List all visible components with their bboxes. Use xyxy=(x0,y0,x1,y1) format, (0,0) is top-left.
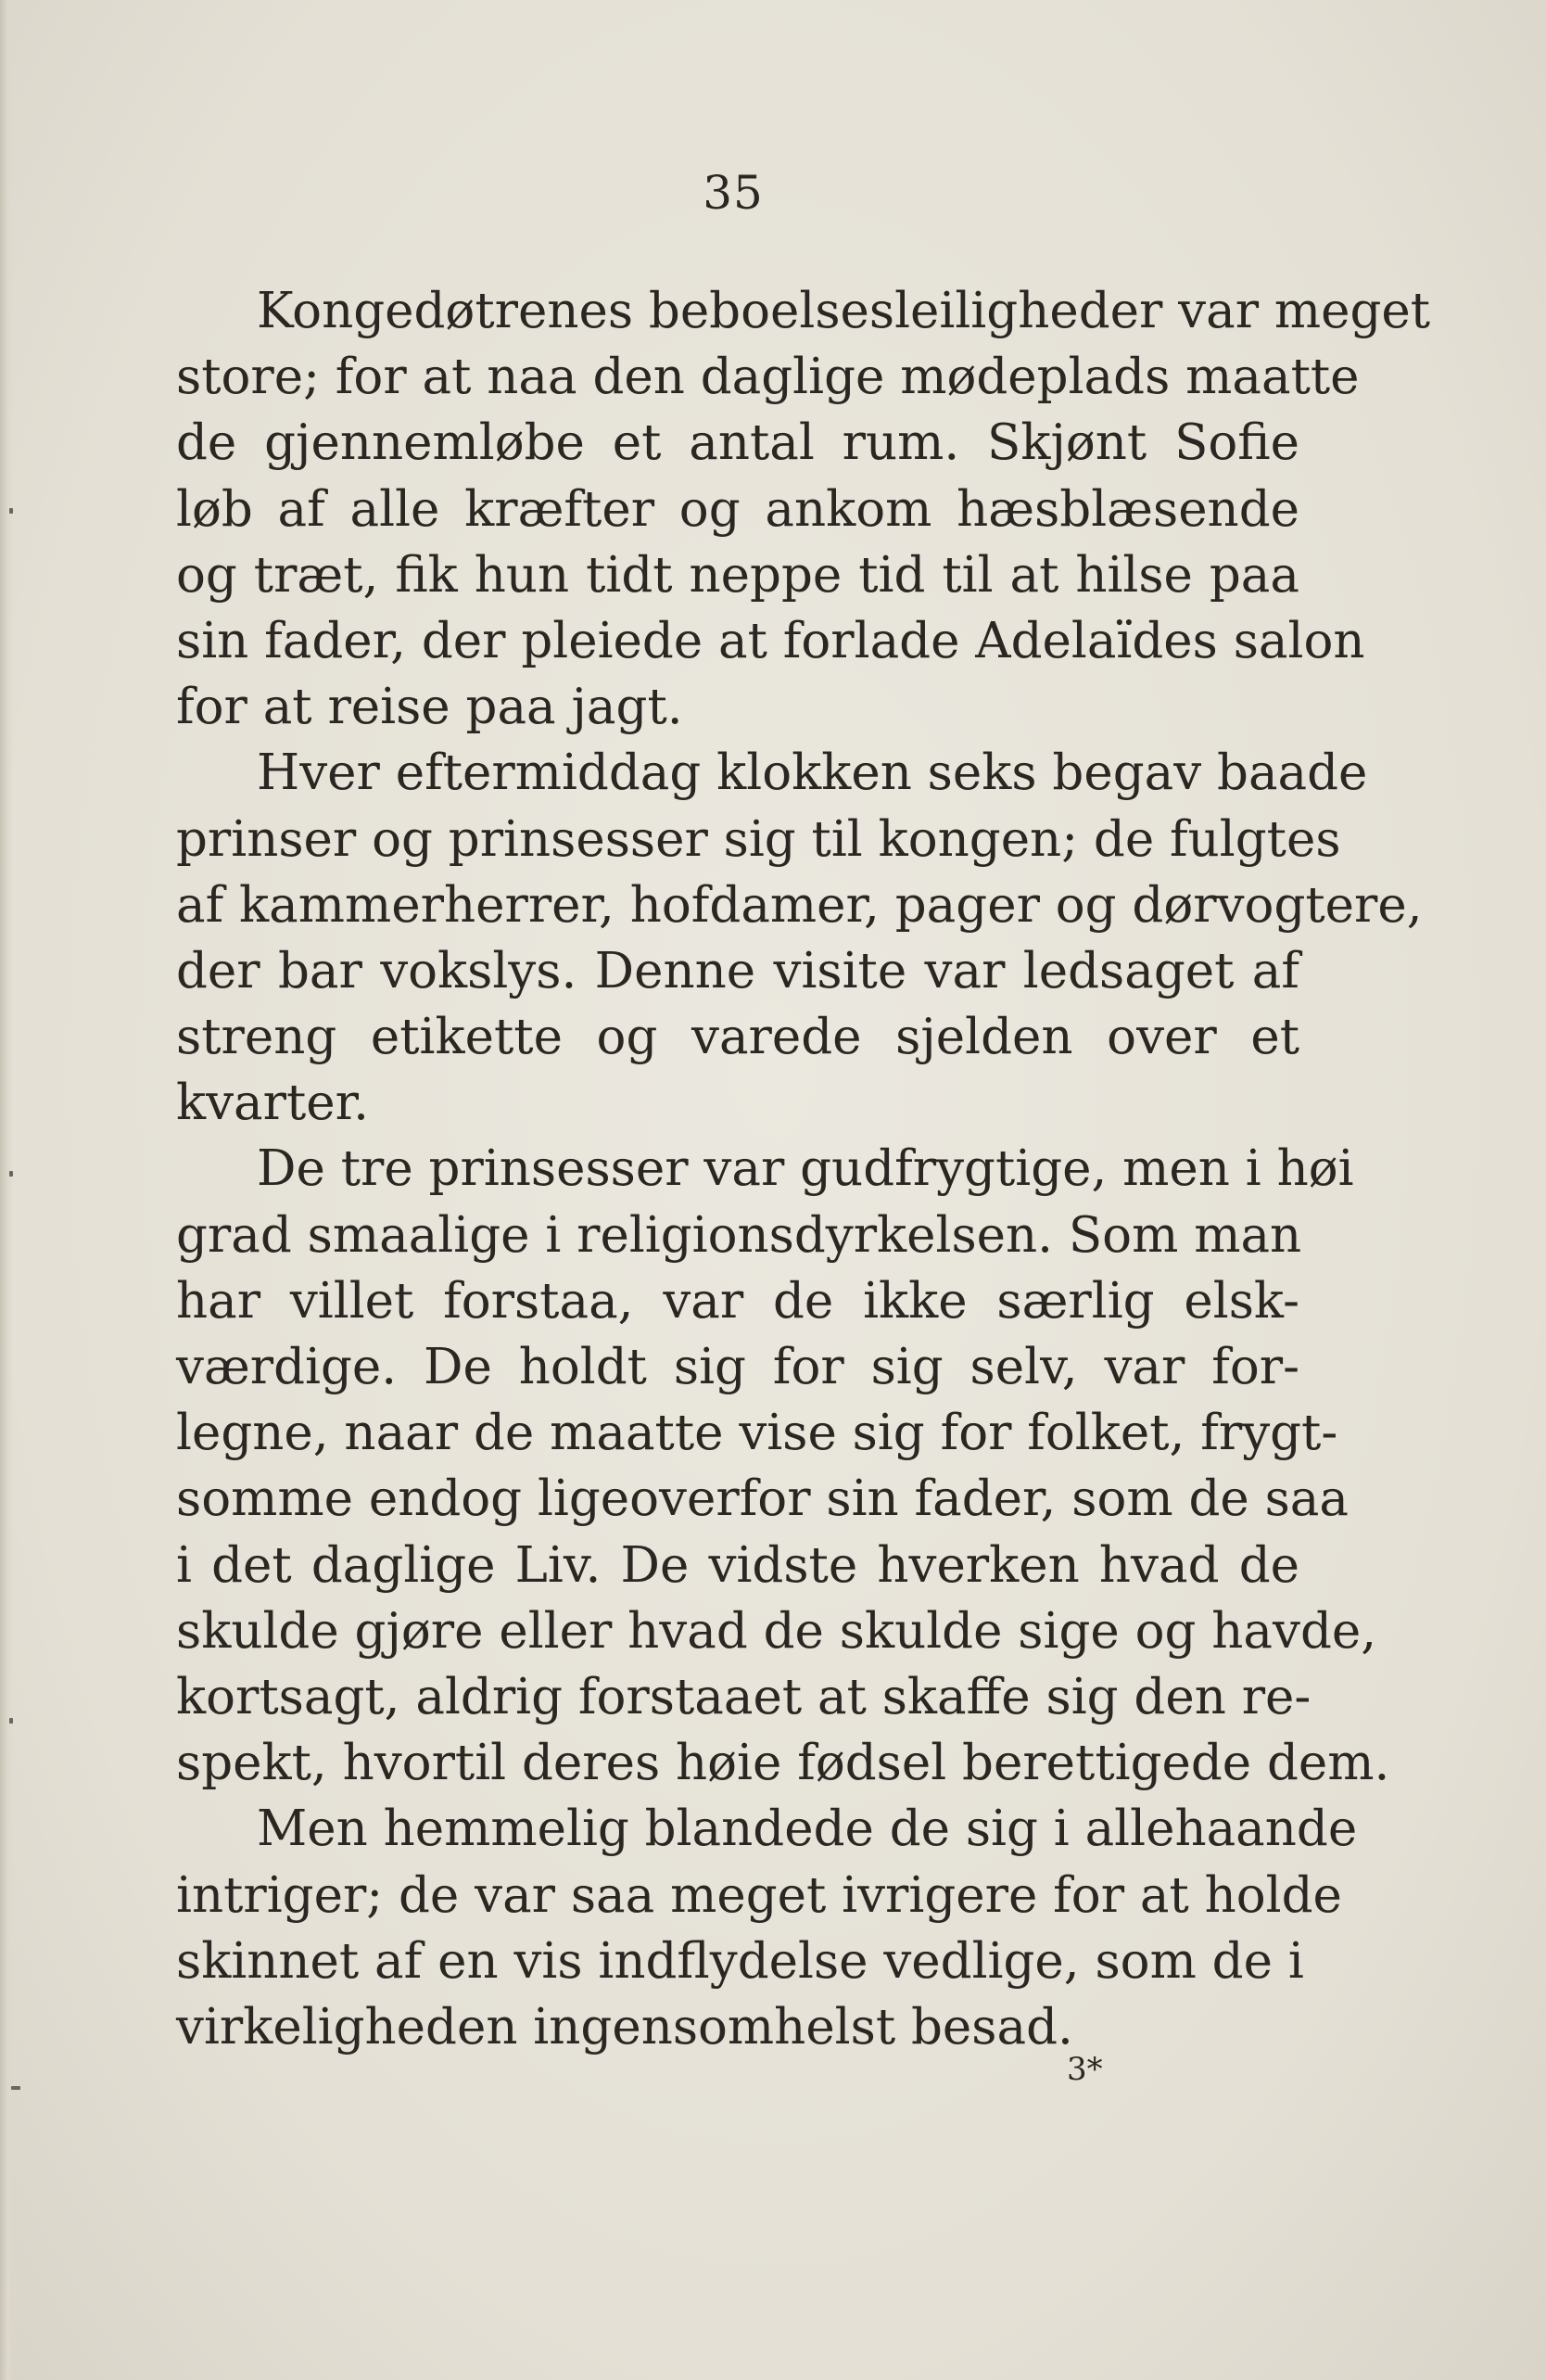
text-line: virkeligheden ingensomhelst besad. xyxy=(176,1998,1073,2055)
text-line: kvarter. xyxy=(176,1075,370,1132)
text-line: skinnet af en vis indflydelse vedlige, som de i xyxy=(176,1932,1304,1990)
text-line: grad smaalige i religionsdyrkelsen. Som man xyxy=(176,1206,1302,1264)
signature-mark: 3* xyxy=(1067,2051,1103,2088)
text-line: De tre prinsesser var gudfrygtige, men i høi xyxy=(257,1140,1354,1198)
text-line: prinser og prinsesser sig til kongen; de fulgtes xyxy=(176,810,1341,868)
text-line: kortsagt, aldrig forstaaet at skaffe sig den re- xyxy=(176,1668,1312,1725)
body-text xyxy=(176,278,1431,2060)
text-line: sin fader, der pleiede at forlade Adelaïdes salon xyxy=(176,612,1365,669)
text-line: for at reise paa jagt. xyxy=(176,679,683,736)
text-line: streng etikette og varede sjelden over et xyxy=(176,1009,1299,1066)
print-speck xyxy=(11,2086,20,2090)
print-speck xyxy=(9,1171,13,1177)
print-speck xyxy=(9,1718,13,1724)
page-number: 35 xyxy=(703,166,764,220)
text-line: somme endog ligeoverfor sin fader, som de saa xyxy=(176,1470,1349,1528)
print-speck xyxy=(9,508,13,514)
text-line: og træt, fik hun tidt neppe tid til at hilse paa xyxy=(176,546,1299,604)
text-line: af kammerherrer, hofdamer, pager og dørvogtere, xyxy=(176,876,1423,934)
text-line: har villet forstaa, var de ikke særlig elsk- xyxy=(176,1272,1299,1330)
text-line: skulde gjøre eller hvad de skulde sige og havde, xyxy=(176,1602,1377,1660)
text-line: der bar vokslys. Denne visite var ledsaget af xyxy=(176,942,1299,999)
text-line: store; for at naa den daglige mødeplads maatte xyxy=(176,349,1360,406)
text-line: Kongedøtrenes beboelsesleiligheder var meget xyxy=(257,283,1431,339)
text-line: Men hemmelig blandede de sig i allehaande xyxy=(257,1801,1358,1858)
text-line: løb af alle kræfter og ankom hæsblæsende xyxy=(176,480,1299,538)
text-line: spekt, hvortil deres høie fødsel berettigede dem. xyxy=(176,1735,1390,1792)
text-line: de gjennemløbe et antal rum. Skjønt Sofie xyxy=(176,414,1299,472)
text-line: intriger; de var saa meget ivrigere for at holde xyxy=(176,1866,1342,1924)
text-line: Hver eftermiddag klokken seks begav baade xyxy=(257,745,1368,802)
text-line: i det daglige Liv. De vidste hverken hvad de xyxy=(176,1536,1299,1594)
text-line: legne, naar de maatte vise sig for folket, frygt- xyxy=(176,1405,1338,1462)
text-line: værdige. De holdt sig for sig selv, var for- xyxy=(176,1339,1299,1395)
page-gutter-edge xyxy=(0,0,13,2380)
